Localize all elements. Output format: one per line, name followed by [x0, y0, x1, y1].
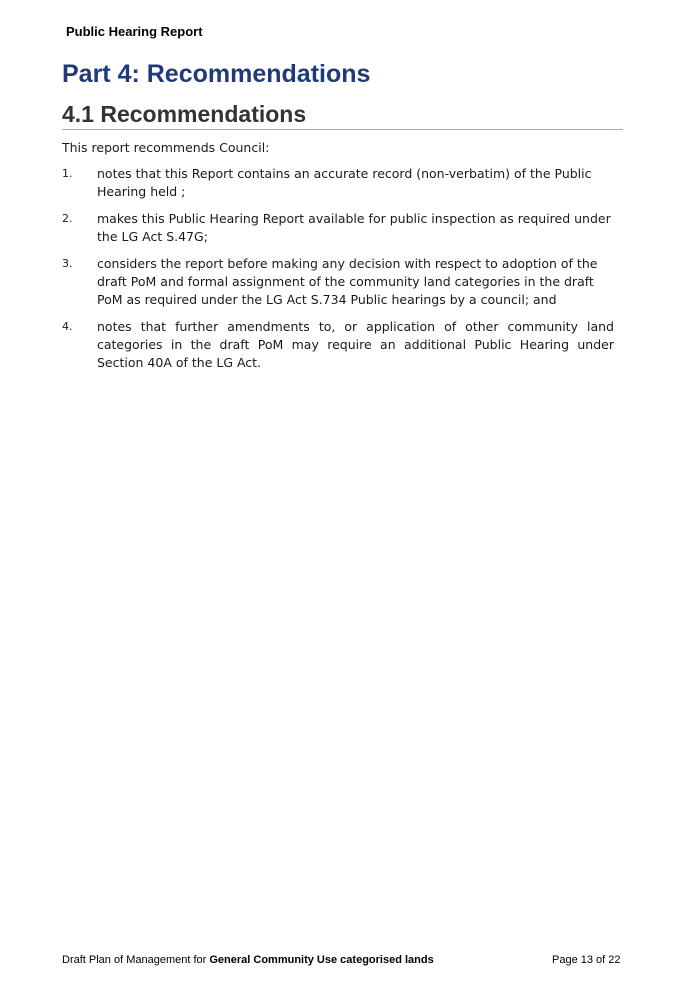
item-number: 2.: [62, 212, 73, 225]
recommendation-item: [62, 165, 614, 201]
item-number: 1.: [62, 167, 73, 180]
page-number: Page 13 of 22: [552, 954, 621, 966]
intro-text: This report recommends Council:: [62, 140, 270, 155]
recommendation-list: [62, 165, 614, 381]
part-title: Part 4: Recommendations: [62, 60, 371, 88]
item-number: 3.: [62, 257, 73, 270]
item-text: makes this Public Hearing Report available for public inspection as required under the LG Act S.47G;: [97, 211, 611, 244]
item-text: considers the report before making any decision with respect to adoption of the draft PoM and formal assignment of the community land categories in the draft PoM as required under the LG Act S.734 Public hearings by a council; and: [97, 256, 598, 307]
footer-prefix: Draft Plan of Management for: [62, 954, 210, 966]
footer-bold-title: General Community Use categorised lands: [209, 954, 434, 966]
running-header: Public Hearing Report: [66, 24, 203, 39]
item-text: notes that further amendments to, or application of other community land categories in the draft PoM may require an additional Public Hearing under Section 40A of the LG Act.: [97, 319, 614, 370]
recommendation-item: [62, 210, 614, 246]
section-divider: [62, 129, 623, 130]
footer-document-title: [62, 954, 434, 966]
recommendation-item: [62, 318, 614, 372]
section-title: 4.1 Recommendations: [62, 101, 307, 127]
recommendation-item: [62, 255, 614, 309]
item-number: 4.: [62, 320, 73, 333]
item-text: notes that this Report contains an accurate record (non-verbatim) of the Public Hearing held ;: [97, 166, 592, 199]
